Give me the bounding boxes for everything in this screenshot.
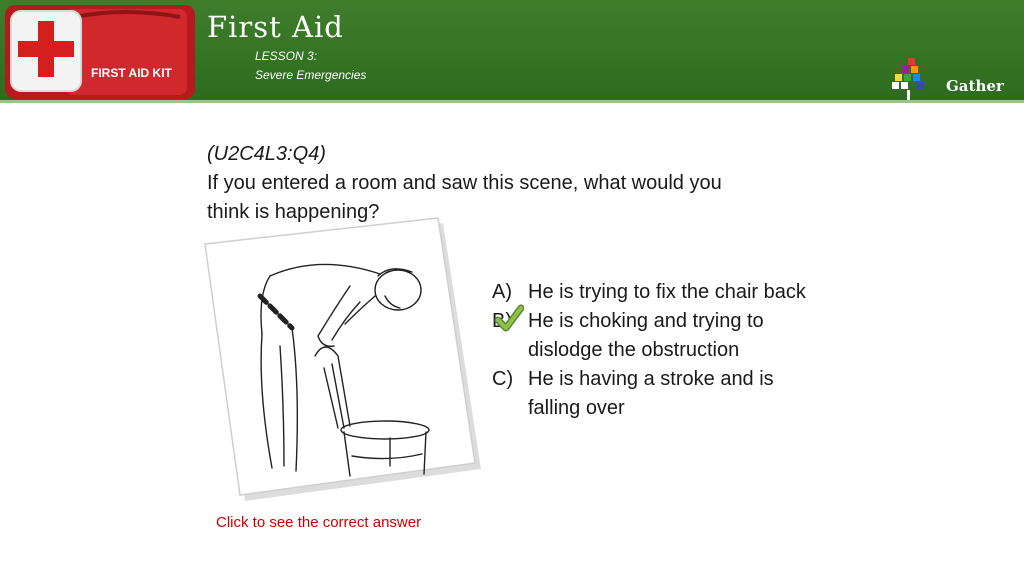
lesson-info	[255, 47, 366, 85]
option-b[interactable]	[492, 307, 892, 365]
lesson-name: Severe Emergencies	[255, 68, 367, 82]
question-id: (U2C4L3:Q4)	[207, 143, 326, 165]
option-text	[528, 365, 774, 423]
option-c[interactable]	[492, 365, 892, 423]
option-text: He is trying to fix the chair back	[528, 281, 806, 303]
course-title: First Aid	[207, 10, 344, 44]
option-letter	[492, 307, 528, 365]
option-a[interactable]	[492, 278, 892, 307]
option-letter: C)	[492, 368, 514, 390]
option-line: He is choking and trying to	[528, 310, 764, 332]
header-banner	[0, 0, 1024, 103]
kit-label: FIRST AID KIT	[91, 66, 172, 80]
lesson-number: LESSON 3:	[255, 49, 318, 63]
choking-man-illustration	[200, 216, 485, 501]
first-aid-kit-logo	[5, 5, 195, 99]
brand-name: Gather	[946, 77, 1004, 95]
option-line: dislodge the obstruction	[528, 339, 740, 361]
option-line: He is having a stroke and is	[528, 368, 774, 390]
check-icon	[494, 304, 524, 334]
option-line: falling over	[528, 397, 625, 419]
gather-logo-icon	[890, 56, 930, 100]
option-letter-text: B)	[492, 310, 512, 332]
answer-options	[492, 278, 892, 423]
question-text	[207, 140, 847, 227]
question-line-1: If you entered a room and saw this scene, what would you	[207, 172, 722, 194]
reveal-answer-link[interactable]: Click to see the correct answer	[216, 514, 422, 531]
option-letter: A)	[492, 281, 512, 303]
option-text	[528, 307, 764, 365]
question-line-2: think is happening?	[207, 201, 380, 223]
header-divider	[0, 100, 1024, 103]
